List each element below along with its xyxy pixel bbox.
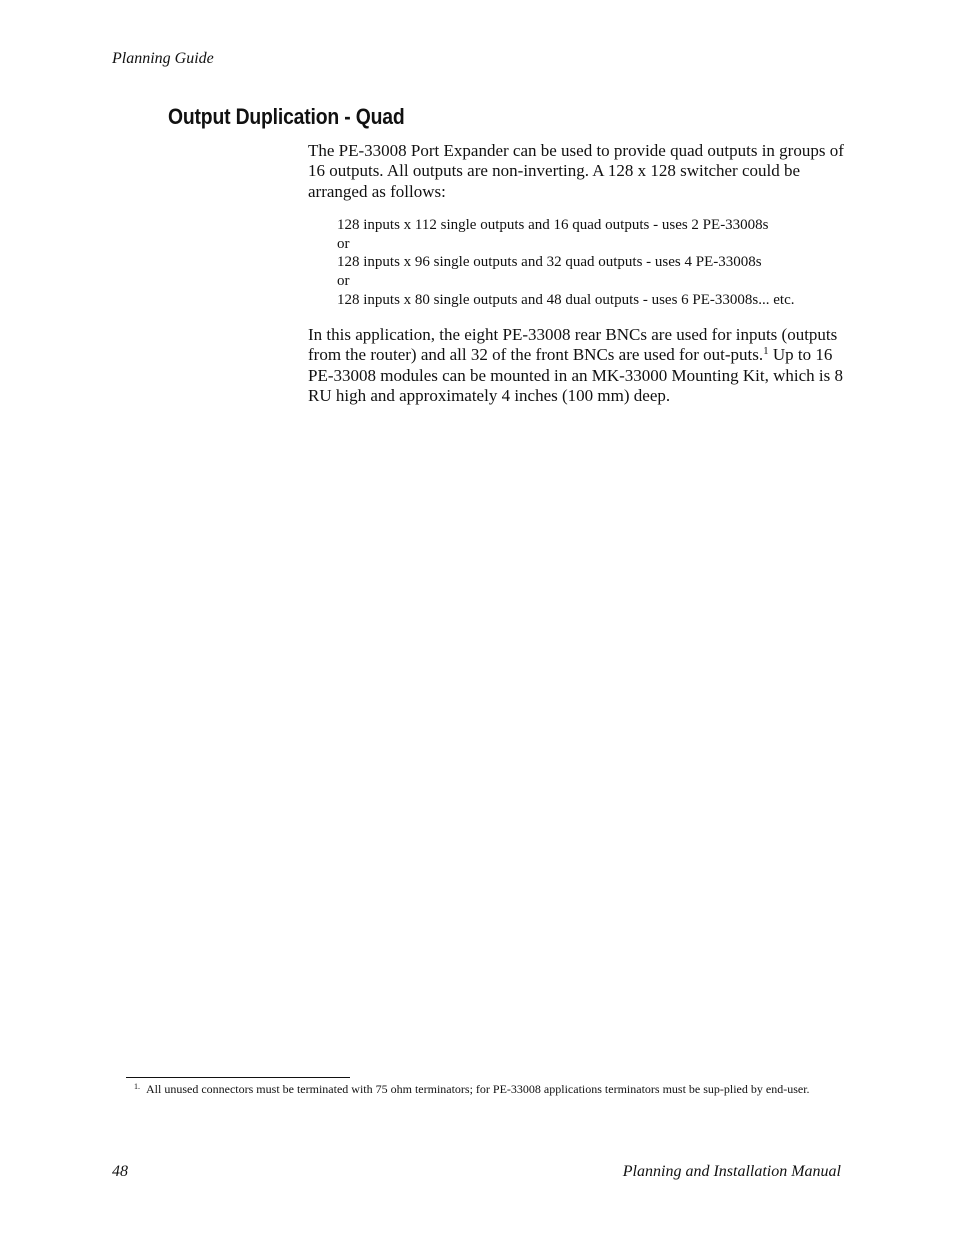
intro-paragraph: The PE-33008 Port Expander can be used to provide quad outputs in groups of 16 outputs. All outputs are non-inverting. A 128 x 128 switcher could be arranged as follows: <box>308 141 844 201</box>
running-foot: Planning and Installation Manual <box>622 1163 841 1180</box>
footnote-text: All unused connectors must be terminated with 75 ohm terminators; for PE-33008 applications terminators must be sup-plied by end-user. <box>146 1082 810 1096</box>
option-separator: or <box>337 273 350 290</box>
footnote-marker: 1. <box>134 1082 140 1091</box>
footnote <box>134 1083 824 1096</box>
configuration-options-list <box>337 216 847 310</box>
running-head: Planning Guide <box>112 50 214 67</box>
option-line: 128 inputs x 80 single outputs and 48 dual outputs - uses 6 PE-33008s... etc. <box>337 291 795 308</box>
page-number: 48 <box>112 1163 128 1180</box>
option-line: 128 inputs x 96 single outputs and 32 quad outputs - uses 4 PE-33008s <box>337 254 762 271</box>
footnote-divider <box>126 1077 350 1078</box>
option-separator: or <box>337 235 350 252</box>
option-line: 128 inputs x 112 single outputs and 16 quad outputs - uses 2 PE-33008s <box>337 217 769 233</box>
application-paragraph-end: Up to 16 PE-33008 modules can be mounted in an MK-33000 Mounting Kit, which is 8 RU high and approximately 4 inches (100 mm) deep. <box>308 345 843 405</box>
section-title: Output Duplication - Quad <box>168 104 405 129</box>
application-paragraph-start: In this application, the eight PE-33008 rear BNCs are used for inputs (outputs from the router) and all 32 of the front BNCs are used for out-puts. <box>308 325 838 365</box>
application-paragraph <box>308 325 844 406</box>
footnote-reference[interactable]: 1 <box>763 345 769 358</box>
